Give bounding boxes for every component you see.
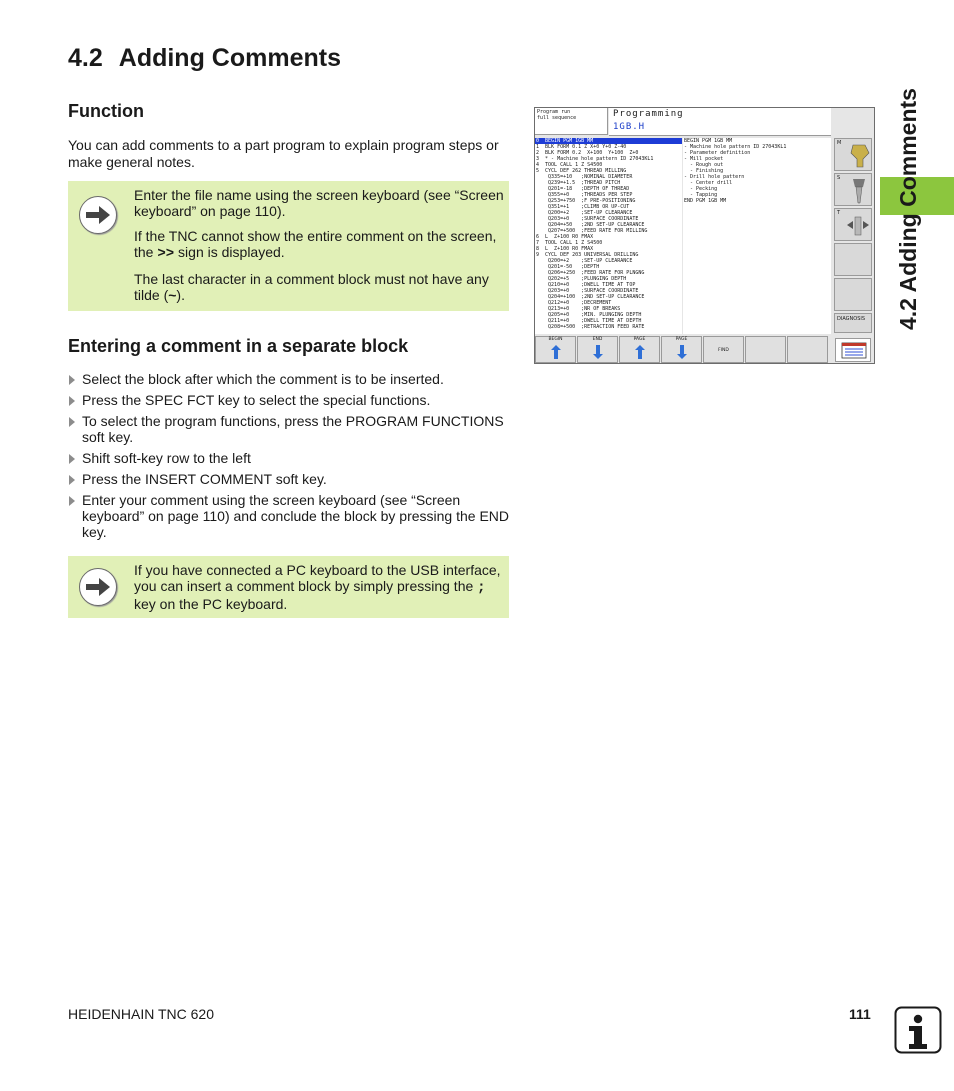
structure-line: - Center drill (684, 180, 733, 186)
arrow-right-icon (79, 568, 117, 606)
step-list (68, 371, 513, 545)
code-line: 0 BEGIN PGM 1GB MM (535, 138, 682, 144)
mode-small: Program run full sequence (535, 108, 608, 135)
section-number: 4.2 (68, 44, 103, 72)
note-text-2: If the TNC cannot show the entire comment on the screen, the >> sign is displayed. (134, 228, 497, 262)
code-line: Q210=+0 ;DWELL TIME AT TOP (536, 282, 636, 288)
code-line: Q208=+500 ;RETRACTION FEED RATE (536, 324, 645, 330)
code-line: 8 L Z+100 R0 FMAX (536, 246, 594, 252)
mode-header: Programming 1GB.H (609, 108, 831, 136)
function-intro: You can add comments to a part program to explain program steps or make general notes. (68, 137, 499, 170)
section-title: Adding Comments (118, 44, 341, 72)
side-key-diagnosis: DIAGNOSIS (834, 313, 872, 333)
code-line: 4 TOOL CALL 1 Z S4500 (536, 162, 603, 168)
code-line: Q355=+0 ;THREADS PER STEP (536, 192, 633, 198)
list-item: Enter your comment using the screen keyboard (see “Screen keyboard” on page 110) and conclude the block by pressing the END key. (68, 492, 513, 540)
code-line: Q207=+500 ;FEED RATE FOR MILLING (536, 228, 648, 234)
list-item: Press the SPEC FCT key to select the special functions. (68, 392, 513, 408)
code-line: 7 TOOL CALL 1 Z S4500 (536, 240, 603, 246)
code-line: Q200=+2 ;SET-UP CLEARANCE (536, 210, 633, 216)
function-heading: Function (68, 101, 144, 121)
code-line: Q202=+5 ;PLUNGING DEPTH (536, 276, 627, 282)
code-line: Q203=+0 ;SURFACE COORDINATE (536, 288, 639, 294)
code-line: Q203=+0 ;SURFACE COORDINATE (536, 216, 639, 222)
structure-line: - Rough out (684, 162, 724, 168)
code-line: Q239=+1.5 ;THREAD PITCH (536, 180, 621, 186)
softkey-empty-2 (787, 336, 828, 363)
structure-line: - Parameter definition (684, 150, 751, 156)
table-icon-button (835, 338, 871, 362)
softkey-find: FIND (703, 336, 744, 363)
structure-line: BEGIN PGM 1GB MM (684, 138, 733, 144)
code-line: Q201=-18 ;DEPTH OF THREAD (536, 186, 630, 192)
note-box-function (68, 181, 509, 311)
code-line: Q204=+50 ;2ND SET-UP CLEARANCE (536, 222, 645, 228)
structure-line: - Mill pocket (684, 156, 724, 162)
list-item: Press the INSERT COMMENT soft key. (68, 471, 513, 487)
side-key-blank-1 (834, 243, 872, 276)
code-line: Q206=+250 ;FEED RATE FOR PLNGNG (536, 270, 645, 276)
note-text-1: Enter the file name using the screen keyboard (see “Screen keyboard” on page 110). (134, 187, 504, 219)
softkey-page-up: PAGE (619, 336, 660, 363)
separate-block-heading: Entering a comment in a separate block (68, 336, 409, 356)
code-line: Q200=+2 ;SET-UP CLEARANCE (536, 258, 633, 264)
footer-manual-title: HEIDENHAIN TNC 620 (68, 1006, 215, 1022)
code-line: Q211=+0 ;DWELL TIME AT DEPTH (536, 318, 642, 324)
note-text-keyboard: If you have connected a PC keyboard to the USB interface, you can insert a comment block by simply pressing the ; key on the PC keyboard. (134, 562, 501, 612)
tnc-screenshot (534, 107, 875, 364)
code-line: 5 CYCL DEF 262 THREAD MILLING (536, 168, 627, 174)
code-line: 6 L Z+100 R0 FMAX (536, 234, 594, 240)
triangle-bullet-icon (69, 496, 75, 506)
softkey-begin: BEGIN (535, 336, 576, 363)
info-icon (894, 1006, 942, 1054)
softkey-row (535, 336, 831, 363)
code-line: 2 BLK FORM 0.2 X+100 Y+100 Z+0 (536, 150, 639, 156)
list-item: To select the program functions, press the PROGRAM FUNCTIONS soft key. (68, 413, 513, 445)
note-box-keyboard (68, 556, 509, 618)
code-line: Q351=+1 ;CLIMB OR UP-CUT (536, 204, 630, 210)
chapter-tab-text: 4.2 Adding Comments (895, 88, 921, 330)
code-line: 9 CYCL DEF 203 UNIVERSAL DRILLING (536, 252, 639, 258)
structure-line: - Pecking (684, 186, 718, 192)
softkey-end: END (577, 336, 618, 363)
code-line: Q213=+0 ;NR OF BREAKS (536, 306, 621, 312)
side-key-blank-2 (834, 278, 872, 311)
triangle-bullet-icon (69, 396, 75, 406)
code-line: Q253=+750 ;F PRE-POSITIONING (536, 198, 636, 204)
code-line: 3 * - Machine hole pattern ID 27043KL1 (536, 156, 654, 162)
arrow-right-icon (79, 196, 117, 234)
softkey-page-down: PAGE (661, 336, 702, 363)
structure-line: - Drill hole pattern (684, 174, 745, 180)
code-line: Q212=+0 ;DECREMENT (536, 300, 612, 306)
structure-listing (683, 138, 831, 334)
code-line: Q205=+0 ;MIN. PLUNGING DEPTH (536, 312, 642, 318)
softkey-empty-1 (745, 336, 786, 363)
triangle-bullet-icon (69, 375, 75, 385)
side-key-s: S (834, 173, 872, 206)
list-item: Select the block after which the comment is to be inserted. (68, 371, 513, 387)
structure-line: - Tapping (684, 192, 718, 198)
structure-line: END PGM 1GB MM (684, 198, 727, 204)
page-number: 111 (849, 1006, 871, 1022)
page-title (68, 44, 341, 73)
side-key-t: T (834, 208, 872, 241)
triangle-bullet-icon (69, 417, 75, 427)
structure-line: - Machine hole pattern ID 27043KL1 (684, 144, 787, 150)
side-key-m: M (834, 138, 872, 171)
structure-line: - Finishing (684, 168, 724, 174)
code-line: Q201=-50 ;DEPTH (536, 264, 600, 270)
note-text-3: The last character in a comment block must not have any tilde (~). (134, 271, 489, 303)
list-item: Shift soft-key row to the left (68, 450, 513, 466)
code-line: Q204=+100 ;2ND SET-UP CLEARANCE (536, 294, 645, 300)
side-softkeys (832, 136, 874, 333)
code-line: Q335=+10 ;NOMINAL DIAMETER (536, 174, 633, 180)
triangle-bullet-icon (69, 454, 75, 464)
triangle-bullet-icon (69, 475, 75, 485)
code-line: 1 BLK FORM 0.1 Z X+0 Y+0 Z-40 (536, 144, 627, 150)
program-listing (535, 138, 682, 334)
